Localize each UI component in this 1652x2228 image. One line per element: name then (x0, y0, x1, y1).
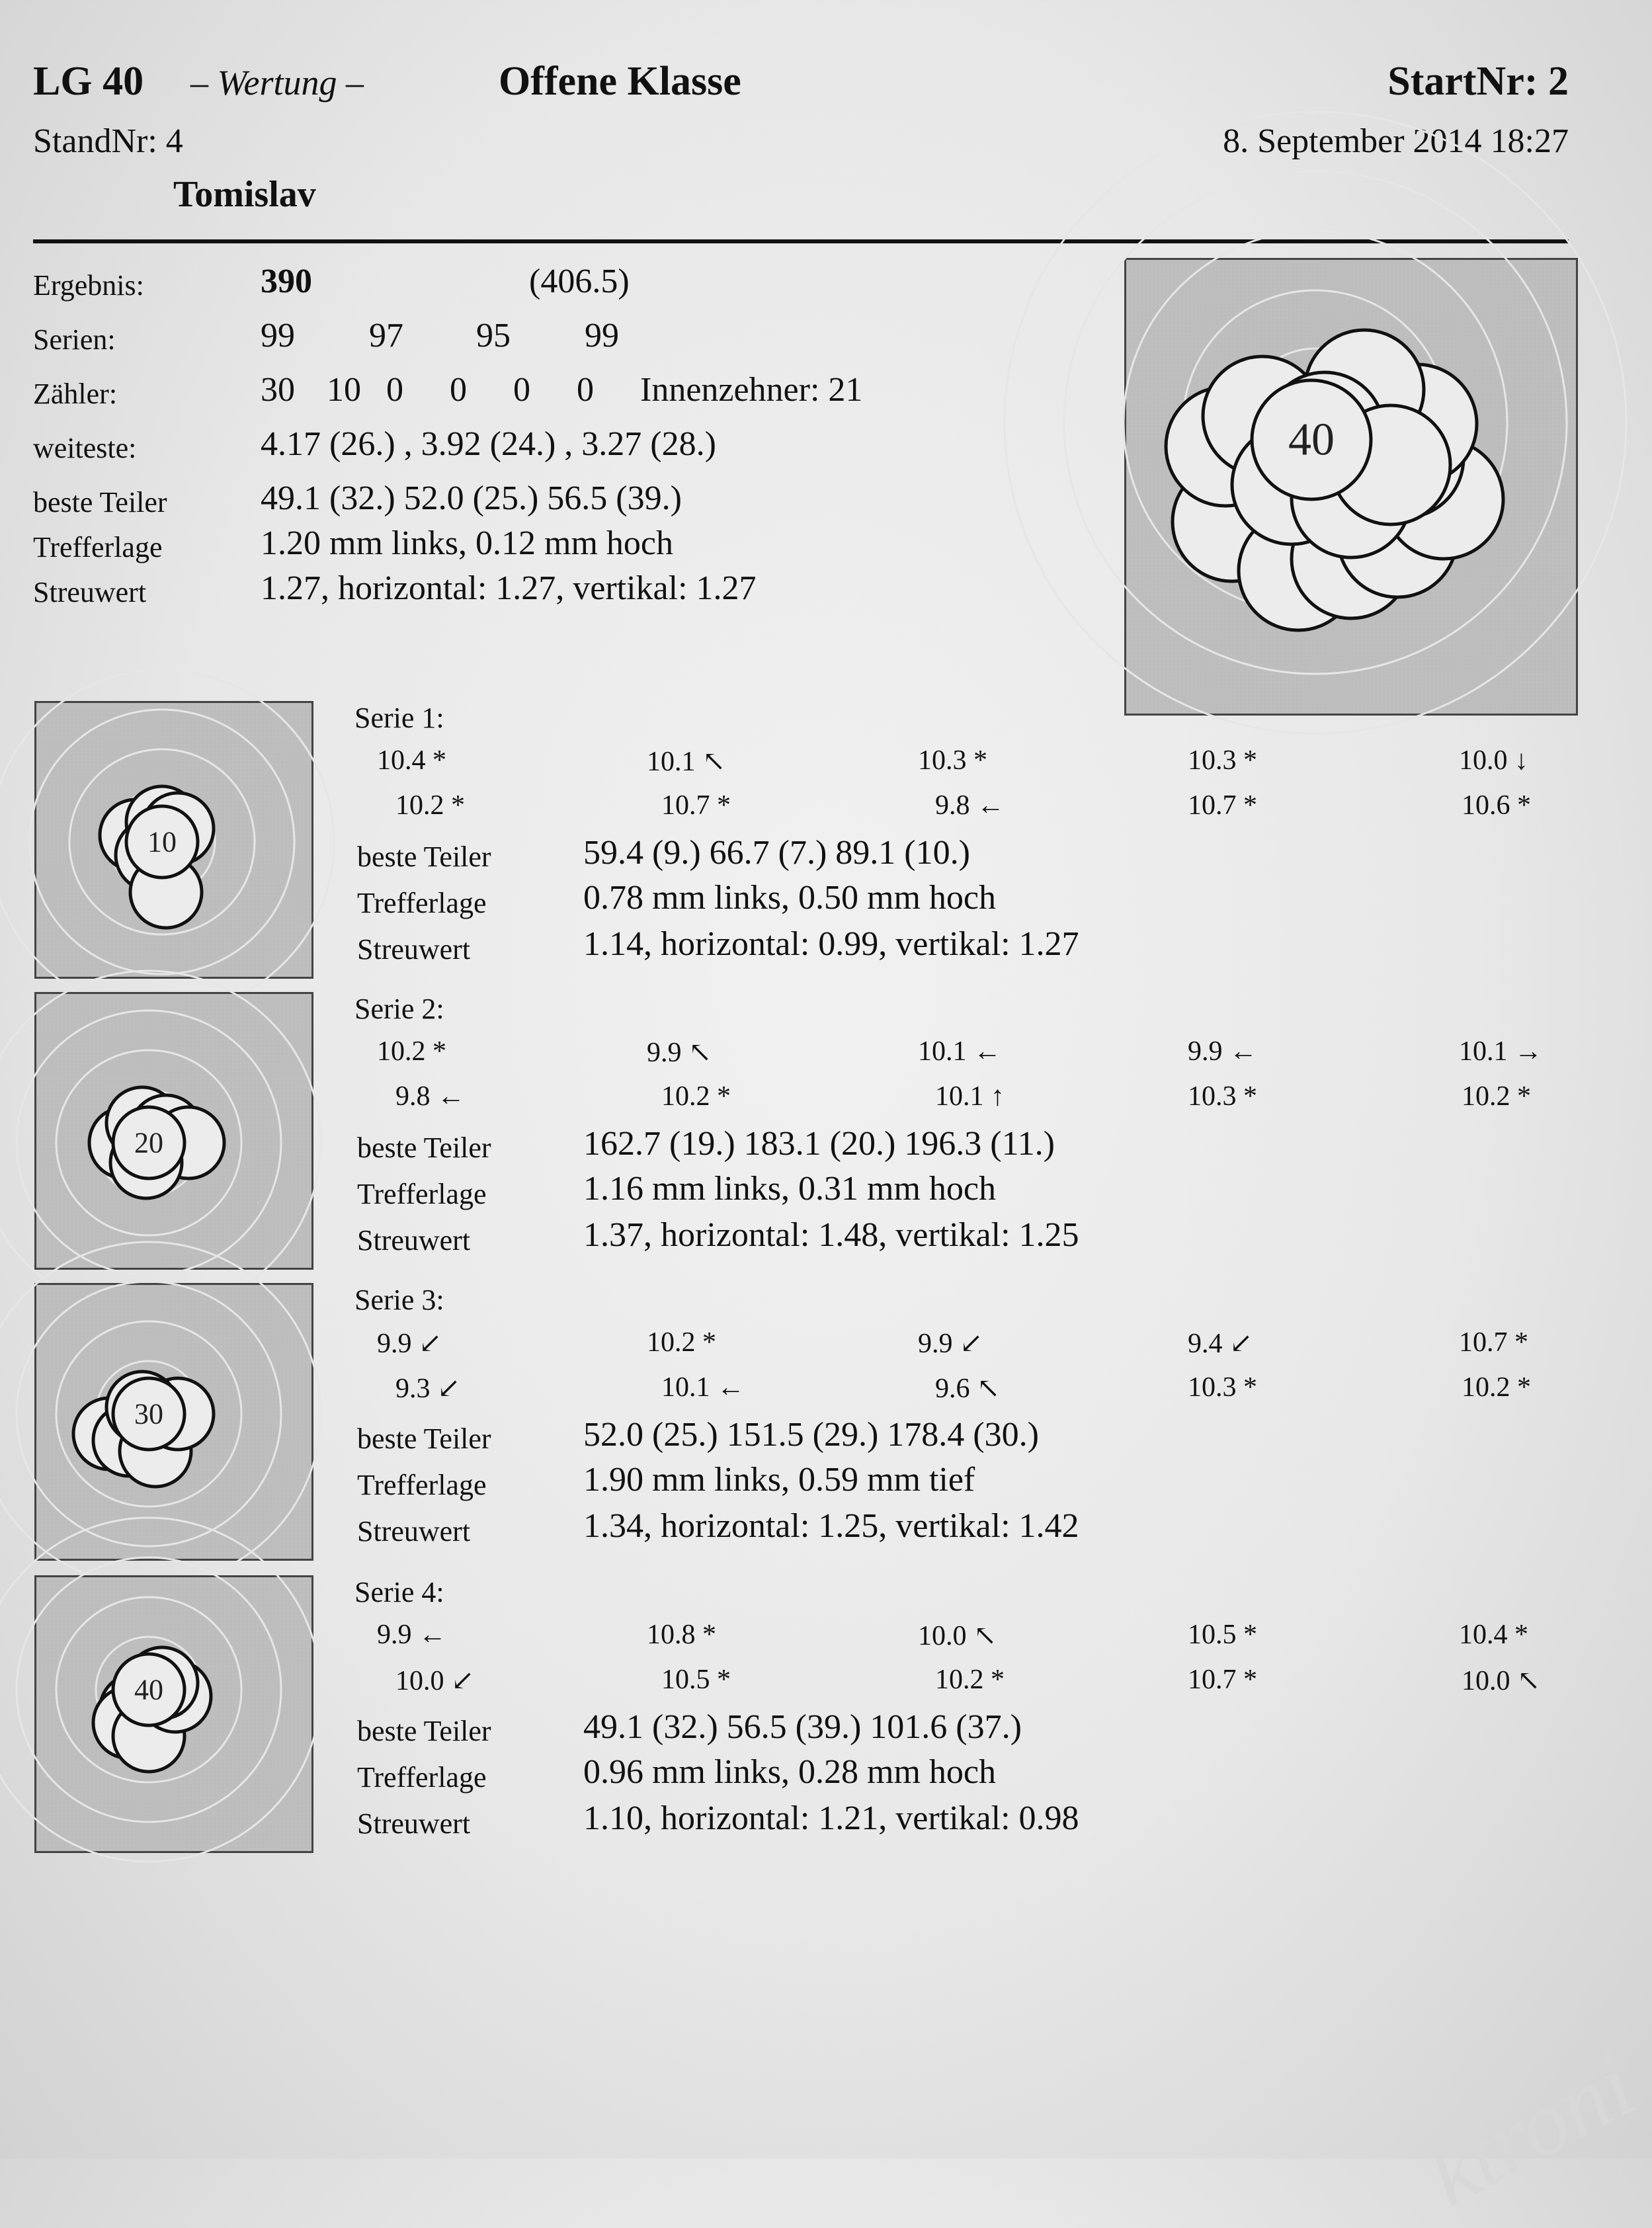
date-time: 8. September 2014 18:27 (1223, 122, 1569, 160)
innenzehner: Innenzehner: 21 (640, 371, 863, 409)
trefferlage-label: Trefferlage (357, 1761, 487, 1794)
shot-value: 9.9 ← (1188, 1036, 1257, 1067)
shot-value: 10.1 ↑ (935, 1081, 1005, 1112)
series-title: Serie 1: (354, 702, 444, 734)
weiteste-value: 4.17 (26.) , 3.92 (24.) , 3.27 (28.) (261, 425, 716, 463)
shot-value: 10.1 ← (661, 1372, 745, 1403)
trefferlage-label: Trefferlage (357, 1178, 487, 1210)
teiler-value: 162.7 (19.) 183.1 (20.) 196.3 (11.) (583, 1125, 1055, 1163)
shot-value: 10.1 → (1459, 1036, 1542, 1067)
teiler-value: 49.1 (32.) 56.5 (39.) 101.6 (37.) (583, 1708, 1022, 1746)
series-target (34, 992, 313, 1270)
shot-value: 10.5 * (1188, 1620, 1257, 1650)
header-divider (33, 239, 1569, 243)
shot-value: 9.9 ↖ (647, 1038, 712, 1068)
mode-label: – Wertung – (190, 63, 364, 103)
shot-value: 10.0 ↓ (1459, 745, 1528, 776)
teiler-label: beste Teiler (33, 486, 167, 518)
shot-value: 10.3 * (1188, 1372, 1257, 1403)
streuwert-label: Streuwert (33, 576, 147, 608)
stand-number: StandNr: 4 (33, 122, 183, 160)
trefferlage-value: 1.16 mm links, 0.31 mm hoch (583, 1170, 996, 1208)
shot-value: 9.9 ↙ (377, 1329, 442, 1359)
shot-value: 10.3 * (1188, 1081, 1257, 1112)
series-target-graphic (36, 1577, 311, 1851)
shooter-name: Tomislav (173, 174, 316, 215)
streuwert-label: Streuwert (357, 1224, 471, 1257)
streuwert-value: 1.37, horizontal: 1.48, vertikal: 1.25 (583, 1216, 1079, 1254)
weiteste-label: weiteste: (33, 432, 137, 464)
teiler-value: 49.1 (32.) 52.0 (25.) 56.5 (39.) (261, 479, 682, 517)
trefferlage-value: 1.20 mm links, 0.12 mm hoch (261, 524, 673, 562)
class-label: Offene Klasse (499, 59, 741, 104)
shot-value: 9.8 ← (395, 1081, 465, 1112)
shot-value: 10.1 ← (918, 1036, 1001, 1067)
zaehler-value: 0 (386, 371, 403, 409)
teiler-value: 52.0 (25.) 151.5 (29.) 178.4 (30.) (583, 1416, 1039, 1454)
shot-value: 9.9 ↙ (918, 1329, 983, 1359)
trefferlage-label: Trefferlage (357, 887, 487, 919)
serien-label: Serien: (33, 323, 116, 356)
shot-value: 10.2 * (661, 1081, 731, 1112)
zaehler-value: 0 (513, 371, 530, 409)
streuwert-label: Streuwert (357, 933, 471, 966)
target-number: 30 (134, 1397, 163, 1430)
watermark: ktroni (1410, 2033, 1651, 2227)
start-number: StartNr: 2 (1387, 59, 1569, 104)
series-target-graphic (36, 994, 311, 1268)
ergebnis-decimal: (406.5) (529, 263, 630, 300)
zaehler-value: 10 (327, 371, 361, 409)
series-title: Serie 3: (354, 1284, 444, 1316)
ergebnis-label: Ergebnis: (33, 269, 144, 302)
shot-value: 10.5 * (661, 1665, 731, 1695)
streuwert-value: 1.14, horizontal: 0.99, vertikal: 1.27 (583, 925, 1079, 963)
target-number: 40 (1288, 414, 1335, 466)
shot-value: 10.2 * (377, 1036, 446, 1067)
series-title: Serie 2: (354, 993, 444, 1025)
shot-value: 10.4 * (377, 745, 446, 776)
shot-value: 10.7 * (1188, 1665, 1257, 1695)
trefferlage-label: Trefferlage (33, 531, 163, 563)
discipline: LG 40 (33, 59, 144, 104)
shot-value: 9.6 ↖ (935, 1374, 1001, 1404)
shot-value: 10.2 * (1462, 1081, 1531, 1112)
serien-value: 95 (476, 317, 511, 354)
shot-value: 10.3 * (918, 745, 987, 776)
summary-target-graphic (1126, 260, 1576, 714)
serien-value: 99 (585, 317, 619, 354)
serien-value: 97 (369, 317, 403, 354)
summary-target (1124, 258, 1578, 716)
shot-value: 10.6 * (1462, 790, 1531, 821)
series-title: Serie 4: (354, 1576, 444, 1608)
series-target-graphic (36, 1285, 311, 1559)
shot-value: 9.4 ↙ (1188, 1329, 1253, 1359)
streuwert-label: Streuwert (357, 1807, 471, 1840)
teiler-label: beste Teiler (357, 841, 491, 873)
streuwert-label: Streuwert (357, 1515, 471, 1547)
teiler-label: beste Teiler (357, 1132, 491, 1164)
zaehler-label: Zähler: (33, 378, 118, 410)
trefferlage-value: 1.90 mm links, 0.59 mm tief (583, 1461, 975, 1499)
trefferlage-label: Trefferlage (357, 1469, 487, 1501)
shot-value: 10.2 * (935, 1665, 1005, 1695)
target-number: 10 (147, 825, 177, 858)
target-number: 40 (134, 1673, 163, 1706)
zaehler-value: 0 (450, 371, 467, 409)
trefferlage-value: 0.96 mm links, 0.28 mm hoch (583, 1753, 996, 1791)
shot-value: 10.0 ↙ (395, 1666, 475, 1696)
series-target-graphic (36, 703, 311, 977)
zaehler-value: 0 (577, 371, 594, 409)
teiler-label: beste Teiler (357, 1423, 491, 1455)
series-target (34, 1575, 313, 1853)
shot-value: 10.3 * (1188, 745, 1257, 776)
shot-value: 10.4 * (1459, 1620, 1528, 1650)
teiler-value: 59.4 (9.) 66.7 (7.) 89.1 (10.) (583, 834, 970, 872)
ergebnis-value: 390 (261, 263, 312, 300)
shot-value: 10.7 * (1188, 790, 1257, 821)
streuwert-value: 1.27, horizontal: 1.27, vertikal: 1.27 (261, 569, 757, 607)
shot-value: 10.2 * (1462, 1372, 1531, 1403)
shot-value: 9.9 ← (377, 1620, 446, 1650)
serien-value: 99 (261, 317, 295, 354)
shot-value: 9.3 ↙ (395, 1374, 461, 1404)
teiler-label: beste Teiler (357, 1715, 491, 1747)
trefferlage-value: 0.78 mm links, 0.50 mm hoch (583, 879, 996, 917)
zaehler-value: 30 (261, 371, 295, 409)
shot-value: 10.1 ↖ (647, 747, 726, 777)
shot-value: 10.7 * (661, 790, 731, 821)
target-number: 20 (134, 1126, 163, 1159)
shot-value: 10.8 * (647, 1620, 716, 1650)
shot-value: 10.0 ↖ (918, 1621, 997, 1651)
shot-value: 10.7 * (1459, 1327, 1528, 1358)
shot-value: 9.8 ← (935, 790, 1005, 821)
streuwert-value: 1.10, horizontal: 1.21, vertikal: 0.98 (583, 1799, 1079, 1837)
series-target (34, 701, 313, 979)
shot-value: 10.2 * (647, 1327, 716, 1358)
shot-value: 10.2 * (395, 790, 465, 821)
shot-value: 10.0 ↖ (1462, 1666, 1541, 1696)
streuwert-value: 1.34, horizontal: 1.25, vertikal: 1.42 (583, 1507, 1079, 1545)
